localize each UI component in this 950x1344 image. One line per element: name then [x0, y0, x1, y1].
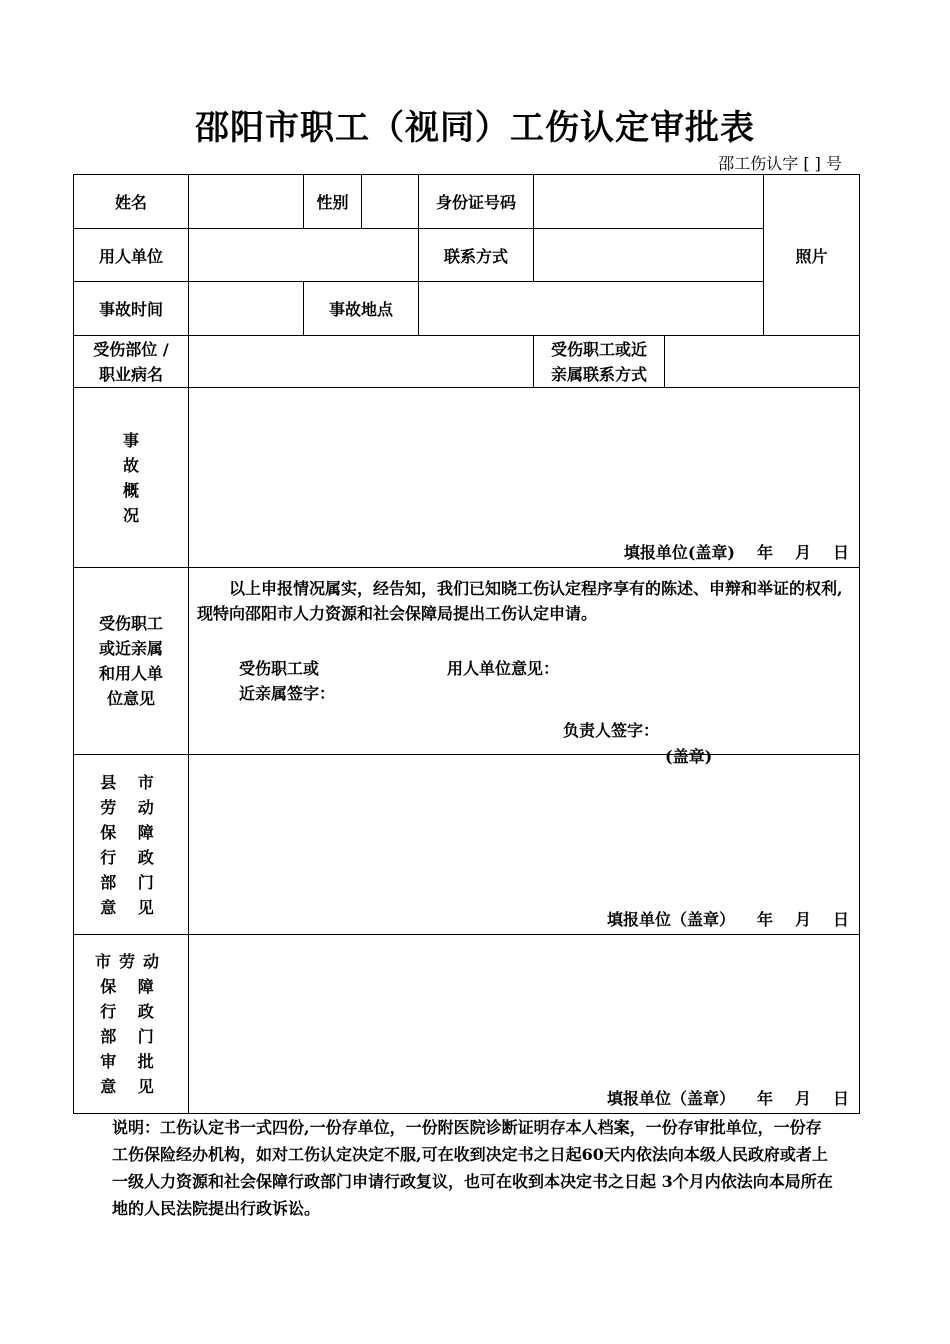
name-field[interactable] — [189, 175, 304, 229]
accident-time-field[interactable] — [189, 282, 304, 336]
city-approval-line: 行 政 — [100, 1002, 162, 1021]
leader-signature-label: 负责人签字： — [563, 721, 660, 740]
employer-opinion-label: 用人单位意见： — [447, 659, 560, 678]
id-number-label: 身份证号码 — [419, 175, 534, 229]
accident-summary-char: 况 — [122, 505, 139, 525]
applicant-opinion-label — [74, 568, 189, 755]
accident-place-label: 事故地点 — [304, 282, 419, 336]
fill-unit-label: 填报单位（盖章） — [606, 910, 735, 929]
city-approval-line: 部 门 — [100, 1027, 162, 1046]
accident-place-field[interactable] — [419, 282, 764, 336]
accident-summary-char: 故 — [122, 455, 139, 475]
employer-label: 用人单位 — [74, 229, 189, 282]
document-number: 邵工伤认字 [ ] 号 — [718, 154, 842, 173]
applicant-opinion-field[interactable] — [189, 568, 860, 766]
applicant-opinion-line: 或近亲属 — [98, 639, 163, 658]
month-label: 月 — [794, 543, 811, 562]
day-label: 日 — [833, 1089, 850, 1108]
relative-contact-label — [534, 336, 665, 388]
worker-signature-line1: 受伤职工或 — [239, 659, 320, 678]
year-label: 年 — [756, 543, 773, 562]
county-opinion-label — [74, 755, 189, 935]
accident-summary-label — [74, 388, 189, 568]
injury-part-label — [74, 336, 189, 388]
fill-unit-label: 填报单位(盖章) — [623, 543, 735, 562]
worker-signature — [239, 656, 335, 706]
county-opinion-line: 县 市 — [100, 772, 162, 792]
injury-part-field[interactable] — [189, 336, 534, 388]
month-label: 月 — [794, 910, 811, 929]
fill-unit-date-line — [607, 907, 849, 930]
contact-field[interactable] — [534, 229, 764, 282]
city-approval-label — [74, 935, 189, 1114]
applicant-opinion-line: 和用人单 — [98, 664, 163, 683]
injury-part-label-line1: 受伤部位 / — [93, 339, 169, 359]
fill-unit-date-line — [624, 540, 849, 563]
footnote: 说明：工伤认定书一式四份,一份存单位，一份附医院诊断证明存本人档案，一份存审批单位，一份存工伤保险经办机构，如对工伤认定决定不服,可在收到决定书之日起60天内依法向本级人民政府或者上一级人力资源和社会保障行政部门申请行政复议，也可在收到本决定书之日起 3个月内依法向本局所在地的人民法院提出行政诉讼。 — [112, 1118, 833, 1218]
city-approval-line: 审 批 — [100, 1052, 162, 1071]
photo-box: 照片 — [764, 175, 860, 336]
contact-label: 联系方式 — [419, 229, 534, 282]
worker-signature-line2: 近亲属签字： — [239, 684, 336, 703]
relative-contact-label-line2: 亲属联系方式 — [550, 364, 647, 384]
form-title: 邵阳市职工（视同）工伤认定审批表 — [195, 108, 755, 148]
county-opinion-line: 部 门 — [100, 872, 162, 892]
city-approval-line: 意 见 — [100, 1077, 162, 1096]
gender-field[interactable] — [362, 175, 419, 229]
city-approval-field[interactable] — [189, 935, 860, 1114]
county-opinion-line: 劳 动 — [100, 797, 162, 817]
fill-unit-date-line — [607, 1086, 849, 1109]
employer-field[interactable] — [189, 229, 419, 282]
accident-summary-char: 事 — [122, 430, 139, 450]
day-label: 日 — [833, 543, 850, 562]
accident-time-label: 事故时间 — [74, 282, 189, 336]
year-label: 年 — [756, 1089, 773, 1108]
accident-summary-char: 概 — [122, 480, 139, 500]
fill-unit-label: 填报单位（盖章） — [606, 1089, 735, 1108]
statement-block — [189, 568, 859, 766]
approval-form-table — [73, 174, 860, 1114]
accident-summary-field[interactable] — [189, 388, 860, 568]
county-opinion-field[interactable] — [189, 755, 860, 935]
statement-text: 以上申报情况属实，经告知，我们已知晓工伤认定程序享有的陈述、申辩和举证的权利,现特向邵阳市人力资源和社会保障局提出工伤认定申请。 — [197, 579, 843, 623]
relative-contact-label-line1: 受伤职工或近 — [550, 339, 647, 359]
gender-label: 性别 — [304, 175, 362, 229]
year-label: 年 — [756, 910, 773, 929]
applicant-opinion-line: 位意见 — [106, 689, 155, 708]
id-number-field[interactable] — [534, 175, 764, 229]
name-label: 姓名 — [74, 175, 189, 229]
relative-contact-field[interactable] — [665, 336, 860, 388]
month-label: 月 — [794, 1089, 811, 1108]
city-approval-line: 保 障 — [100, 977, 162, 996]
county-opinion-line: 意 见 — [100, 897, 162, 917]
seal-label: (盖章) — [665, 747, 713, 766]
city-approval-line: 市劳动 — [94, 952, 167, 971]
day-label: 日 — [833, 910, 850, 929]
applicant-opinion-line: 受伤职工 — [98, 614, 163, 633]
county-opinion-line: 行 政 — [100, 847, 162, 867]
county-opinion-line: 保 障 — [100, 822, 162, 842]
injury-part-label-line2: 职业病名 — [98, 364, 163, 384]
